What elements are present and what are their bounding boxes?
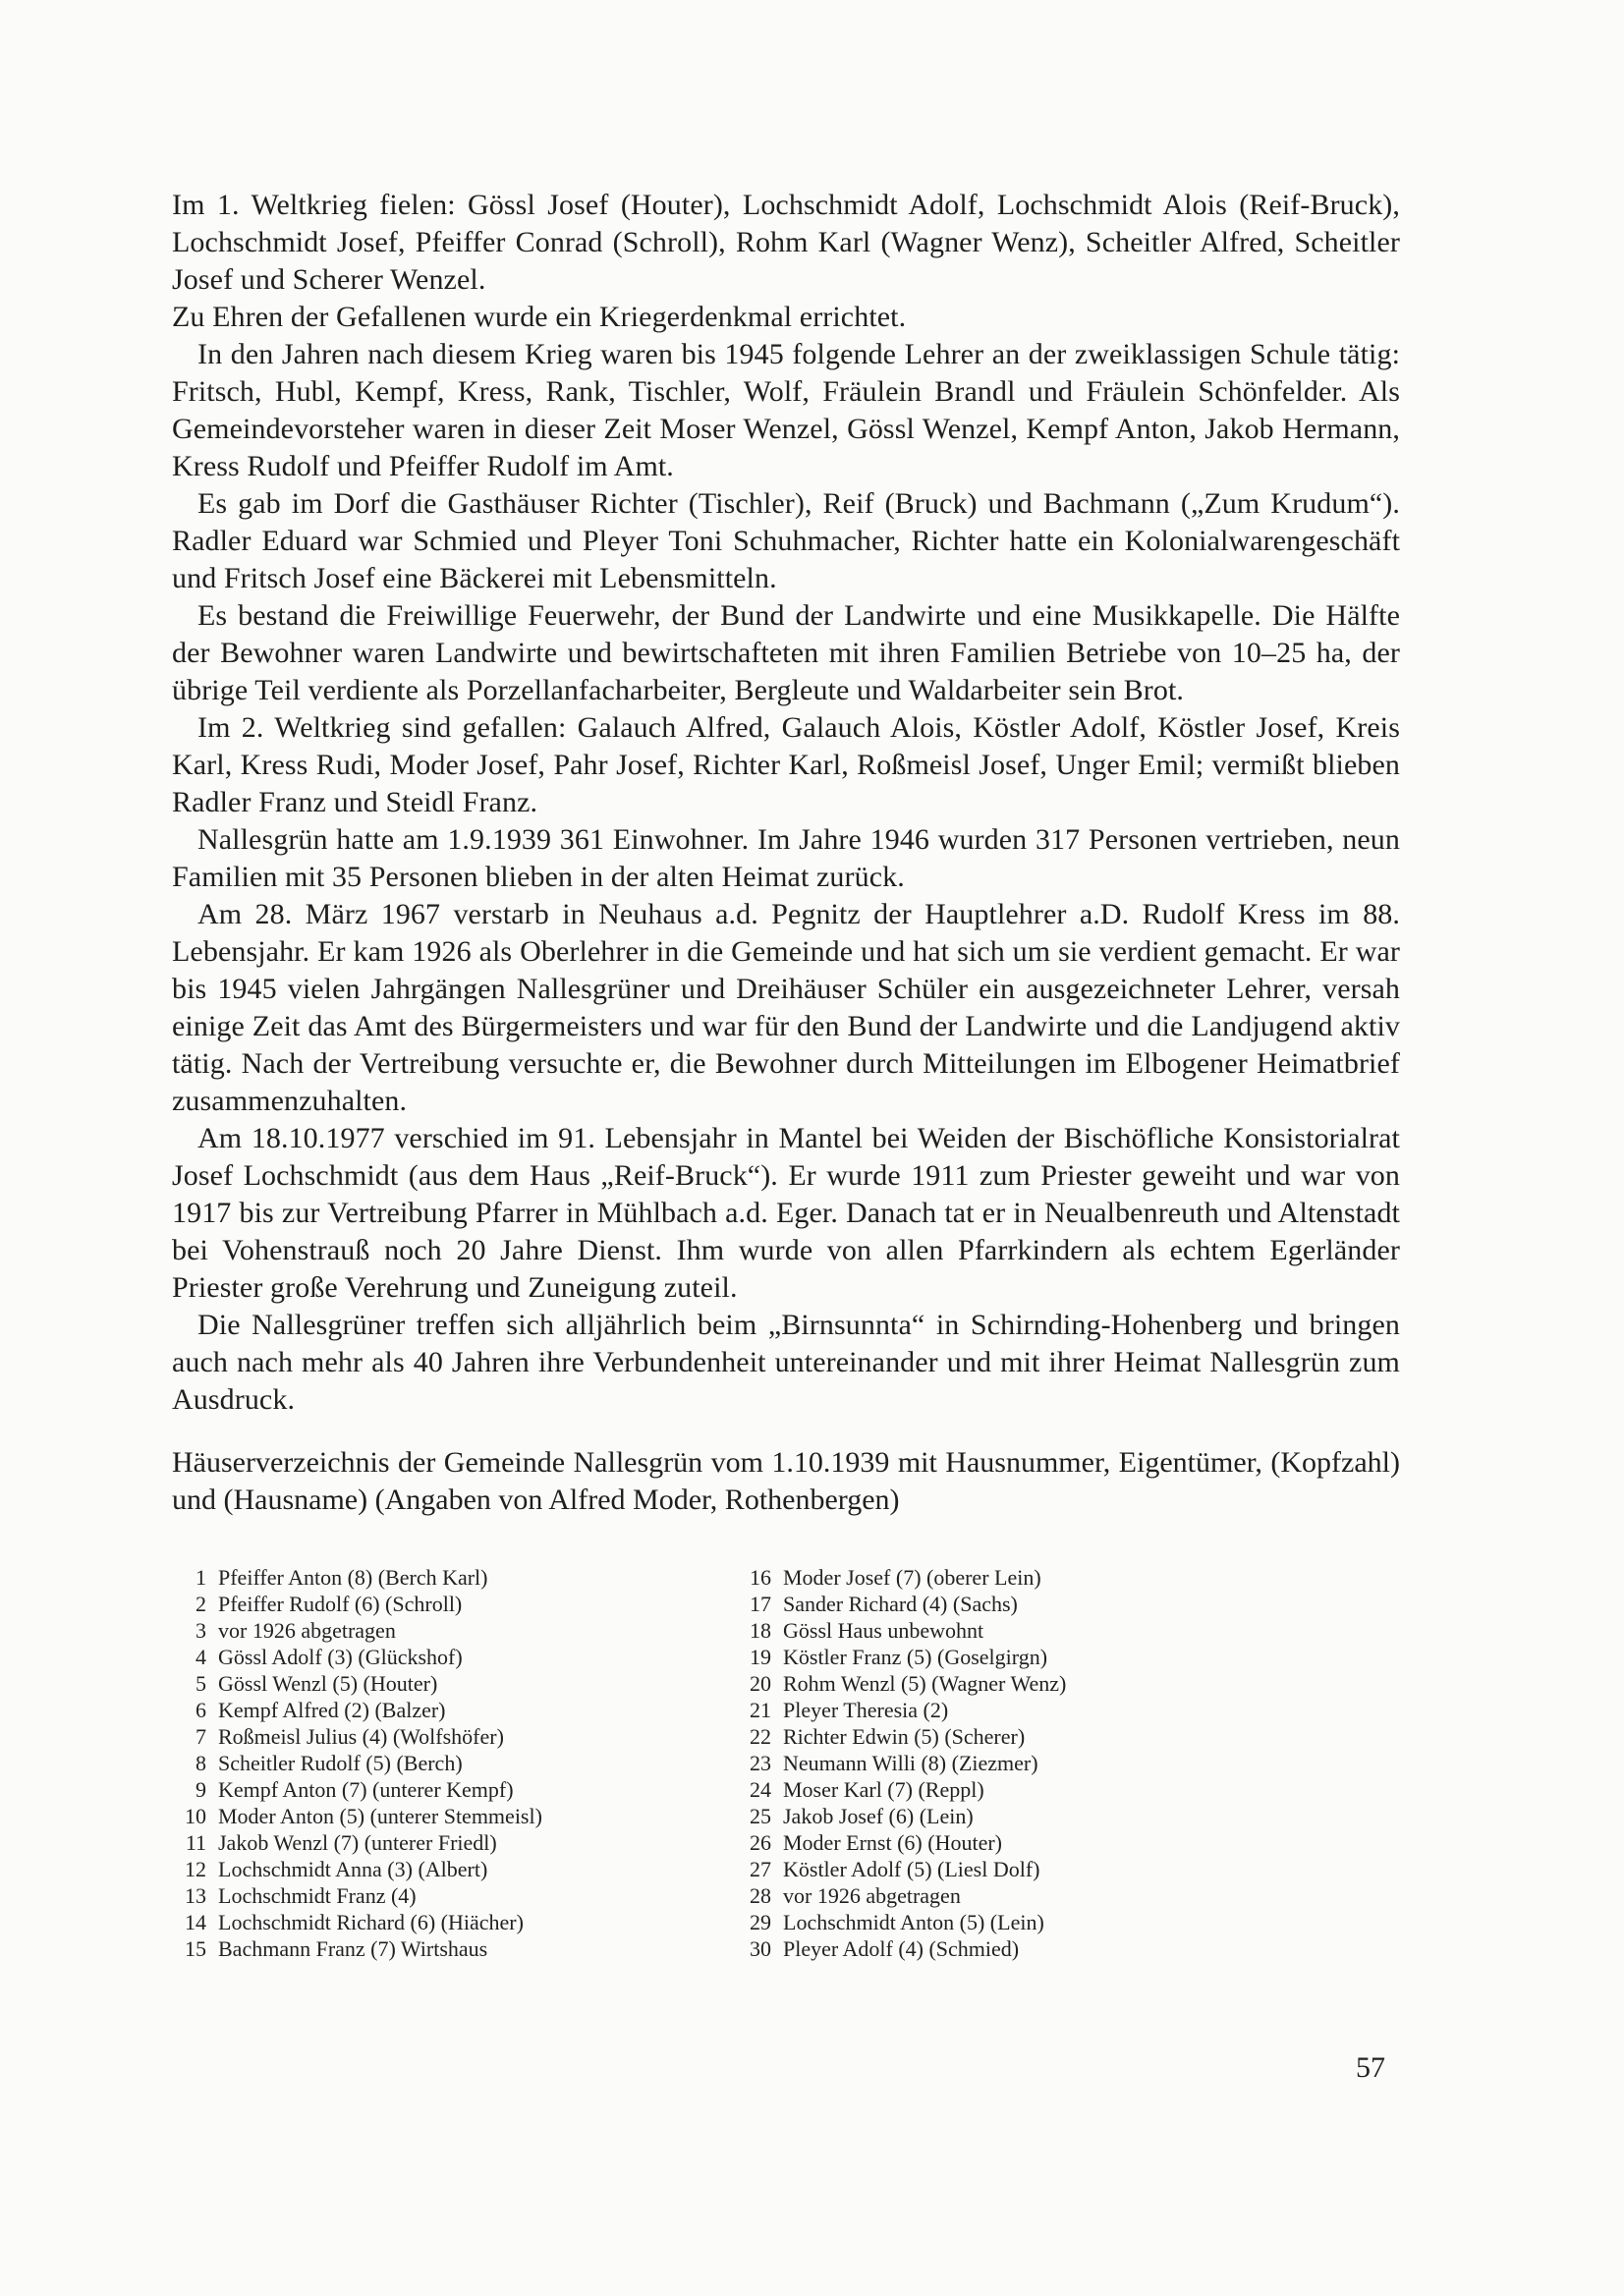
list-item: [172, 1564, 717, 1591]
list-item: [737, 1935, 1292, 1962]
house-entry: Kempf Anton (7) (unterer Kempf): [218, 1777, 514, 1802]
house-entry: Lochschmidt Anna (3) (Albert): [218, 1857, 488, 1881]
house-number: 1: [196, 1565, 206, 1590]
house-number: 26: [750, 1830, 771, 1855]
house-list-left: [172, 1564, 717, 1962]
list-item: [172, 1935, 717, 1962]
house-entry: Moder Josef (7) (oberer Lein): [783, 1565, 1041, 1590]
house-entry: Pleyer Adolf (4) (Schmied): [783, 1936, 1020, 1961]
paragraph-lehrer: In den Jahren nach diesem Krieg waren bis 1945 folgende Lehrer an der zweiklassigen Schule tätig: Fritsch, Hubl, Kempf, Kress, Rank, Tischler, Wolf, Fräulein Brandl und Fräulein Schönfelder. Als Gemeindevorsteher waren in dieser Zeit Moser Wenzel, Gössl Wenzel, Kempf Anton, Jakob Hermann, Kress Rudolf und Pfeiffer Rudolf im Amt.: [172, 338, 1400, 482]
list-item: [172, 1644, 717, 1670]
house-entry: Pfeiffer Rudolf (6) (Schroll): [218, 1592, 463, 1616]
house-entry: Rohm Wenzl (5) (Wagner Wenz): [783, 1671, 1067, 1696]
house-number: 20: [750, 1671, 771, 1696]
house-number: 22: [750, 1724, 771, 1749]
paragraph-weltkrieg-1: Im 1. Weltkrieg fielen: Gössl Josef (Houter), Lochschmidt Adolf, Lochschmidt Alois (Reif-Bruck), Lochschmidt Josef, Pfeiffer Conrad (Schroll), Rohm Karl (Wagner Wenz), Scheitler Alfred, Scheitler Josef und Scherer Wenzel.: [172, 189, 1400, 296]
house-number: 14: [185, 1910, 206, 1934]
house-entry: vor 1926 abgetragen: [783, 1883, 961, 1908]
house-entry: Lochschmidt Franz (4): [218, 1883, 417, 1908]
list-item: [737, 1829, 1292, 1856]
house-number: 17: [750, 1592, 771, 1616]
paragraph-weltkrieg-2: Im 2. Weltkrieg sind gefallen: Galauch Alfred, Galauch Alois, Köstler Adolf, Köstler Josef, Kreis Karl, Kress Rudi, Moder Josef, Pahr Josef, Richter Karl, Roßmeisl Josef, Unger Emil; vermißt blieben Radler Franz und Steidl Franz.: [172, 711, 1400, 818]
house-list-right: [737, 1564, 1292, 1962]
list-item: [737, 1803, 1292, 1829]
house-entry: Neumann Willi (8) (Ziezmer): [783, 1751, 1038, 1775]
list-item: [737, 1750, 1292, 1776]
house-number: 21: [750, 1698, 771, 1722]
paragraph-treffen: Die Nallesgrüner treffen sich alljährlich beim „Birnsunnta“ in Schirnding-Hohenberg und bringen auch nach mehr als 40 Jahren ihre Verbundenheit untereinander und mit ihrer Heimat Nallesgrün zum Ausdruck.: [172, 1309, 1400, 1416]
list-item: [172, 1591, 717, 1617]
list-item: [172, 1856, 717, 1882]
paragraph-kriegerdenkmal: Zu Ehren der Gefallenen wurde ein Kriegerdenkmal errichtet.: [172, 301, 907, 333]
page-number: 57: [1356, 2051, 1385, 2084]
list-item: [737, 1617, 1292, 1644]
list-item: [737, 1591, 1292, 1617]
house-number: 4: [196, 1645, 206, 1669]
list-item: [737, 1776, 1292, 1803]
house-entry: Moser Karl (7) (Reppl): [783, 1777, 984, 1802]
list-item: [172, 1723, 717, 1750]
house-number: 25: [750, 1804, 771, 1828]
houses-heading: Häuserverzeichnis der Gemeinde Nallesgrün vom 1.10.1939 mit Hausnummer, Eigentümer, (Kopfzahl) und (Hausname) (Angaben von Alfred Moder, Rothenbergen): [172, 1446, 1400, 1516]
paragraph-rudolf-kress: Am 28. März 1967 verstarb in Neuhaus a.d. Pegnitz der Hauptlehrer a.D. Rudolf Kress im 88. Lebensjahr. Er kam 1926 als Oberlehrer in die Gemeinde und hat sich um sie verdient gemacht. Er war bis 1945 vielen Jahrgängen Nallesgrüner und Dreihäuser Schüler ein ausgezeichneter Lehrer, versah einige Zeit das Amt des Bürgermeisters und war für den Bund der Landwirte und die Landjugend aktiv tätig. Nach der Vertreibung versuchte er, die Bewohner durch Mitteilungen im Elbogener Heimatbrief zusammenzuhalten.: [172, 898, 1400, 1117]
house-number: 23: [750, 1751, 771, 1775]
house-number: 2: [196, 1592, 206, 1616]
house-number: 16: [750, 1565, 771, 1590]
house-number: 18: [750, 1618, 771, 1643]
list-item: [737, 1564, 1292, 1591]
house-number: 19: [750, 1645, 771, 1669]
list-item: [172, 1803, 717, 1829]
house-entry: Lochschmidt Richard (6) (Hiächer): [218, 1910, 524, 1934]
list-item: [172, 1776, 717, 1803]
house-entry: Scheitler Rudolf (5) (Berch): [218, 1751, 463, 1775]
list-item: [172, 1670, 717, 1697]
house-entry: Richter Edwin (5) (Scherer): [783, 1724, 1026, 1749]
house-entry: Moder Anton (5) (unterer Stemmeisl): [218, 1804, 542, 1828]
house-number: 9: [196, 1777, 206, 1802]
house-number: 10: [185, 1804, 206, 1828]
list-item: [737, 1670, 1292, 1697]
house-number: 29: [750, 1910, 771, 1934]
list-item: [172, 1617, 717, 1644]
list-item: [172, 1697, 717, 1723]
house-number: 13: [185, 1883, 206, 1908]
paragraph-einwohner: Nallesgrün hatte am 1.9.1939 361 Einwohner. Im Jahre 1946 wurden 317 Personen vertrieben, neun Familien mit 35 Personen blieben in der alten Heimat zurück.: [172, 823, 1400, 893]
paragraph-josef-lochschmidt: Am 18.10.1977 verschied im 91. Lebensjahr in Mantel bei Weiden der Bischöfliche Konsistorialrat Josef Lochschmidt (aus dem Haus „Reif-Bruck“). Er wurde 1911 zum Priester geweiht und war von 1917 bis zur Vertreibung Pfarrer in Mühlbach a.d. Eger. Danach tat er in Neualbenreuth und Altenstadt bei Vohenstrauß noch 20 Jahre Dienst. Ihm wurde von allen Pfarrkindern als echtem Egerländer Priester große Verehrung und Zuneigung zuteil.: [172, 1122, 1400, 1304]
house-entry: Bachmann Franz (7) Wirtshaus: [218, 1936, 488, 1961]
house-entry: Gössl Adolf (3) (Glückshof): [218, 1645, 463, 1669]
house-entry: vor 1926 abgetragen: [218, 1618, 396, 1643]
house-number: 7: [196, 1724, 206, 1749]
list-item: [737, 1882, 1292, 1909]
house-entry: Kempf Alfred (2) (Balzer): [218, 1698, 446, 1722]
page-content: [172, 187, 1400, 1548]
house-entry: Gössl Haus unbewohnt: [783, 1618, 984, 1643]
list-item: [172, 1909, 717, 1935]
list-item: [172, 1750, 717, 1776]
house-register: [172, 1564, 1272, 1962]
house-entry: Moder Ernst (6) (Houter): [783, 1830, 1002, 1855]
list-item: [737, 1697, 1292, 1723]
list-item: [737, 1909, 1292, 1935]
list-item: [172, 1882, 717, 1909]
house-number: 27: [750, 1857, 771, 1881]
house-number: 24: [750, 1777, 771, 1802]
house-entry: Pfeiffer Anton (8) (Berch Karl): [218, 1565, 488, 1590]
paragraph-gasthaeuser: Es gab im Dorf die Gasthäuser Richter (Tischler), Reif (Bruck) und Bachmann („Zum Krudum“). Radler Eduard war Schmied und Pleyer Toni Schuhmacher, Richter hatte ein Kolonialwarengeschäft und Fritsch Josef eine Bäckerei mit Lebensmitteln.: [172, 487, 1400, 594]
house-number: 30: [750, 1936, 771, 1961]
list-item: [737, 1644, 1292, 1670]
house-number: 28: [750, 1883, 771, 1908]
paragraph-vereine: Es bestand die Freiwillige Feuerwehr, der Bund der Landwirte und eine Musikkapelle. Die Hälfte der Bewohner waren Landwirte und bewirtschafteten mit ihren Familien Betriebe von 10–25 ha, der übrige Teil verdiente als Porzellanfacharbeiter, Bergleute und Waldarbeiter sein Brot.: [172, 599, 1400, 706]
house-entry: Köstler Adolf (5) (Liesl Dolf): [783, 1857, 1040, 1881]
house-number: 3: [196, 1618, 206, 1643]
house-entry: Roßmeisl Julius (4) (Wolfshöfer): [218, 1724, 504, 1749]
house-number: 6: [196, 1698, 206, 1722]
house-entry: Jakob Josef (6) (Lein): [783, 1804, 974, 1828]
house-entry: Sander Richard (4) (Sachs): [783, 1592, 1018, 1616]
house-entry: Lochschmidt Anton (5) (Lein): [783, 1910, 1044, 1934]
house-entry: Jakob Wenzl (7) (unterer Friedl): [218, 1830, 497, 1855]
list-item: [172, 1829, 717, 1856]
house-entry: Köstler Franz (5) (Goselgirgn): [783, 1645, 1048, 1669]
house-number: 8: [196, 1751, 206, 1775]
house-number: 11: [185, 1830, 206, 1855]
house-number: 5: [196, 1671, 206, 1696]
house-number: 15: [185, 1936, 206, 1961]
house-entry: Pleyer Theresia (2): [783, 1698, 949, 1722]
list-item: [737, 1856, 1292, 1882]
house-number: 12: [185, 1857, 206, 1881]
house-entry: Gössl Wenzl (5) (Houter): [218, 1671, 438, 1696]
list-item: [737, 1723, 1292, 1750]
